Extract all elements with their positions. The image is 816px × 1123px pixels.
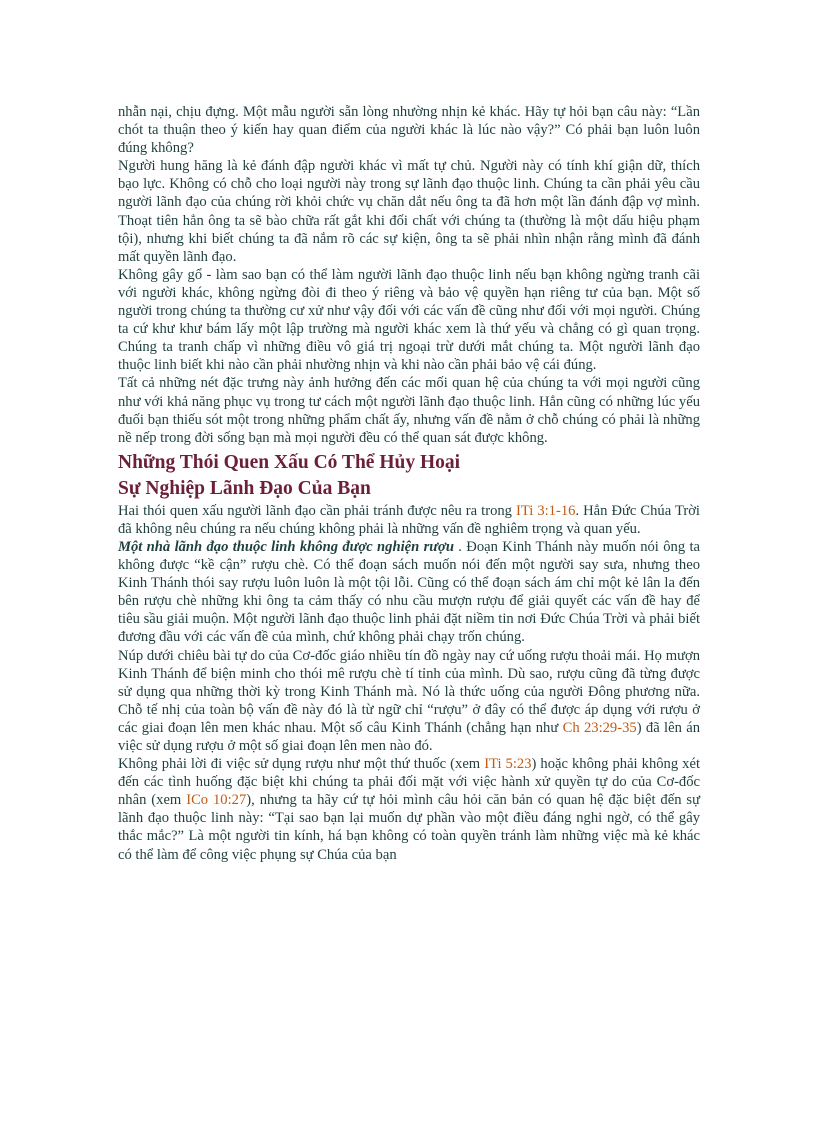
scripture-reference-iti-5-23[interactable]: ITi 5:23 <box>484 756 532 773</box>
paragraph-text: ) đã lên án việc sử dụng rượu ở một số giai đoạn lên men nào đó. <box>118 719 700 754</box>
paragraph-violent: Người hung hăng là kẻ đánh đập người khác vì mất tự chủ. Người này có tính khí giận dữ, thích bạo lực. Không có chỗ cho loại người này trong sự lãnh đạo thuộc linh. Chúng ta cần phải yêu cầu người lãnh đạo của chúng rời khỏi chức vụ chăn dắt nếu ông ta đã hơn một lần đánh đập vợ mình. Thoạt tiên hẳn ông ta sẽ bào chữa rất gắt khi đối chất với chúng ta (thường là một dấu hiệu phạm tội), nhưng khi biết chúng ta đã nắm rõ các sự kiện, ông ta sẽ phải nhìn nhận rằng mình đã đánh mất quyền lãnh đạo. <box>118 158 700 265</box>
scripture-reference-ico-10-27[interactable]: ICo 10:27 <box>186 792 247 809</box>
paragraph-text: Núp dưới chiêu bài tự do của Cơ-đốc giáo nhiều tín đồ ngày nay cứ uống rượu thoải mái. Họ mượn Kinh Thánh để biện minh cho thói mê rượu chè tí tỉnh của mình. Dù sao, rượu cũng đã từng được sử dụng qua những thời kỳ trong Kinh Thánh mà. Nó là thức uống của người Đông phương nữa. Chỗ tế nhị của toàn bộ vấn đề này đó là từ ngữ chỉ “rượu” ở đây có thể được áp dụng với rượu ở các giai đoạn lên men khác nhau. Một số câu Kinh Thánh (chẳng hạn như <box>118 647 700 736</box>
section-heading-line-1: Những Thói Quen Xấu Có Thể Hủy Hoại <box>118 451 461 473</box>
scripture-reference-ch-23-29-35[interactable]: Ch 23:29-35 <box>562 719 637 736</box>
paragraph-patience: nhẫn nại, chịu đựng. Một mẫu người sẵn lòng nhường nhịn kẻ khác. Hãy tự hỏi bạn câu này: “Lần chót ta thuận theo ý kiến hay quan điểm của người khác là lúc nào vậy?” Có phải bạn luôn luôn đúng không? <box>118 104 700 157</box>
paragraph-text: . Đoạn Kinh Thánh này muốn nói ông ta không được “kề cận” rượu chè. Có thể đoạn sách muốn nói đến một người say sưa, nhưng theo Kinh Thánh thói say rượu luôn luôn là một tội lỗi. Cũng có thể đoạn sách ám chỉ một kẻ lân la đến bên rượu chè những khi ông ta cảm thấy có nhu cầu mượn rượu để giải quyết các vấn đề hay để tiêu sầu giải muộn. Một người lãnh đạo thuộc linh phải đặt niềm tin nơi Đức Chúa Trời và phải biết đương đầu với các vấn đề của mình, chứ không phải chạy trốn chúng. <box>118 538 700 646</box>
paragraph-medicinal-use <box>118 755 700 864</box>
paragraph-text: Hai thói quen xấu người lãnh đạo cần phải tránh được nêu ra trong <box>118 502 516 519</box>
paragraph-not-drunkard <box>118 538 700 647</box>
paragraph-christian-liberty <box>118 647 700 756</box>
paragraph-summary: Tất cả những nét đặc trưng này ảnh hưởng đến các mối quan hệ của chúng ta với mọi người cũng như với khả năng phục vụ trong tư cách một người lãnh đạo thuộc linh. Hẳn cũng có những lúc yếu đuối bạn thiếu sót một trong những phẩm chất ấy, nhưng vấn đề nằm ở chỗ chúng có phải là những nề nếp trong đời sống bạn mà mọi người đều có thể quan sát được không. <box>118 375 700 446</box>
paragraph-text: ) hoặc không phải không xét đến các tình huống đặc biệt khi chúng ta phải đối mặt với việc hành xử quyền tự do của Cơ-đốc nhân (xem <box>118 756 700 809</box>
document-page <box>118 103 700 864</box>
paragraph-not-quarrelsome: Không gây gổ - làm sao bạn có thể làm người lãnh đạo thuộc linh nếu bạn không ngừng tranh cãi với người khác, không ngừng đòi đi theo ý riêng và bảo vệ quyền hạn riêng tư của bạn. Một số người trong chúng ta thường cư xử như vậy đối với các vấn đề cũng như đối với mọi người. Chúng ta cứ khư khư bám lấy một lập trường mà người khác xem là thứ yếu và chẳng có gì quan trọng. Chúng ta tranh chấp vì những điều vô giá trị ngoại trừ dưới mắt chúng ta. Một người lãnh đạo thuộc linh biết khi nào cần phải nhường nhịn và khi nào cần phải bảo vệ cái đúng. <box>118 266 700 374</box>
paragraph-two-bad-habits <box>118 502 700 538</box>
scripture-reference-iti-3-1-16[interactable]: ITi 3:1-16 <box>515 502 576 519</box>
section-heading-line-2: Sự Nghiệp Lãnh Đạo Của Bạn <box>118 477 371 499</box>
paragraph-lead-emphasis: Một nhà lãnh đạo thuộc linh không được nghiện rượu <box>118 538 454 555</box>
paragraph-text: Không phải lời đi việc sử dụng rượu như một thứ thuốc (xem <box>118 756 485 773</box>
paragraph-text: ), nhưng ta hãy cứ tự hỏi mình câu hỏi căn bản có quan hệ đặc biệt đến sự lãnh đạo thuộc linh này: “Tại sao bạn lại muốn dự phần vào một điều đáng nghi ngờ, có thể gây thắc mắc?” Là một người tin kính, há bạn không có toàn quyền tránh làm những việc mà kẻ khác có thể làm để công việc phụng sự Chúa của bạn <box>118 792 700 863</box>
paragraph-text: . Hẳn Đức Chúa Trời đã không nêu chúng ra nếu chúng không phải là những vấn đề nghiêm trọng và quan yếu. <box>118 502 700 537</box>
